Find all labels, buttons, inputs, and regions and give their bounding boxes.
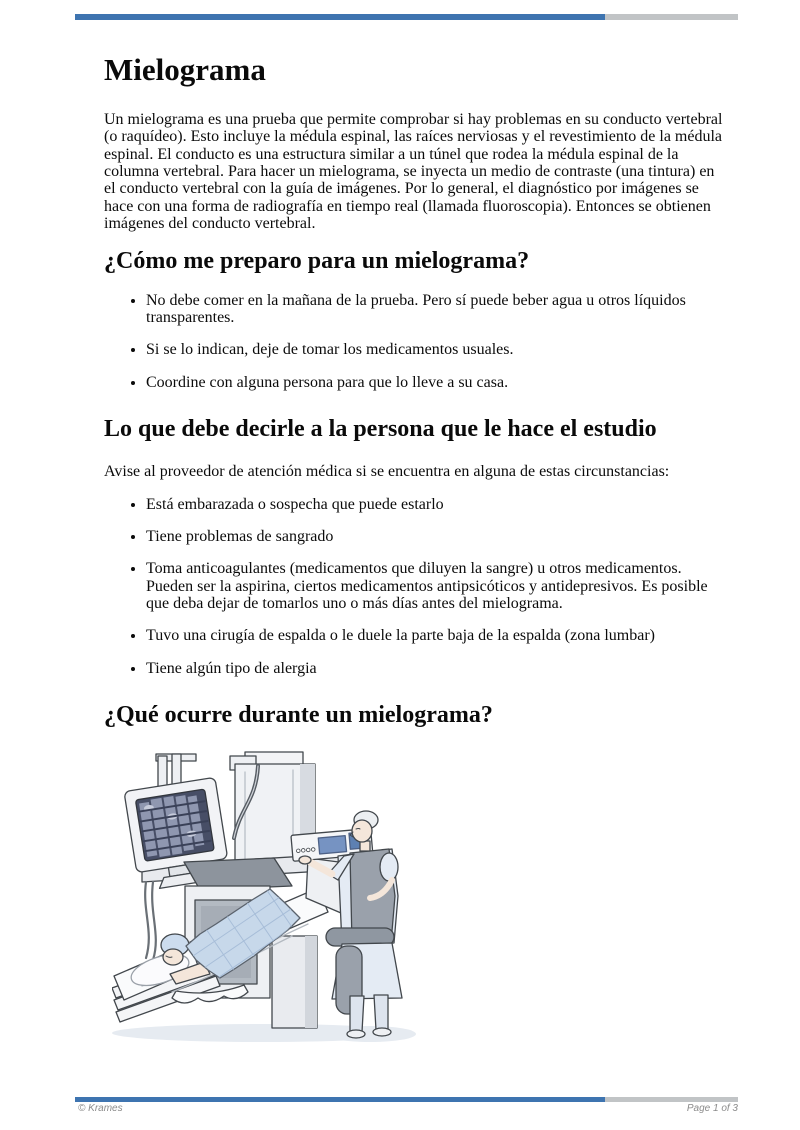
list-item: • Tiene problemas de sangrado — [146, 528, 724, 545]
shoe — [347, 1030, 365, 1038]
list-item: • Si se lo indican, deje de tomar los medicamentos usuales. — [146, 341, 724, 358]
page-title: Mielograma — [104, 52, 266, 87]
bottom-rule-gray-segment — [605, 1097, 738, 1102]
list-item: • Está embarazada o sospecha que puede estarlo — [146, 496, 724, 513]
page-footer — [78, 1103, 738, 1114]
list-item: • No debe comer en la mañana de la prueba. Pero sí puede beber agua u otros líquidos transparentes. — [146, 292, 724, 327]
top-rule-blue-segment — [75, 14, 605, 20]
bottom-divider-rule — [75, 1097, 738, 1102]
right-sleeve — [380, 853, 398, 881]
section-heading-preparation: ¿Cómo me preparo para un mielograma? — [104, 248, 530, 275]
patient-face — [163, 949, 183, 965]
fluoroscopy-procedure-illustration — [112, 746, 452, 1046]
floor-shadow — [112, 1024, 416, 1042]
list-item: • Tuvo una cirugía de espalda o le duele la parte baja de la espalda (zona lumbar) — [146, 627, 724, 644]
intro-paragraph: Un mielograma es una prueba que permite comprobar si hay problemas en su conducto vertebral (o raquídeo). Esto incluye la médula espinal, las raíces nerviosas y el revestimiento de la médula espinal. El conducto es una estructura similar a un túnel que rodea la médula espinal de la columna vertebral. Para hacer un mielograma, se inyecta un medio de contraste (una tintura) en el conducto vertebral con la guía de imágenes. Por lo general, el diagnóstico por imágenes se hace con una forma de radiografía en tiempo real (llamada fluoroscopia). Entonces se obtienen imágenes del conducto vertebral. — [104, 111, 723, 232]
tell-provider-list — [104, 496, 724, 677]
cable — [152, 882, 156, 960]
table-column — [272, 936, 317, 1028]
copyright-text: © Krames — [78, 1103, 123, 1114]
list-item: • Coordine con alguna persona para que lo lleve a su casa. — [146, 374, 724, 391]
top-divider-rule — [75, 14, 738, 20]
page-number: Page 1 of 3 — [686, 1103, 738, 1114]
preparation-list — [104, 292, 724, 391]
section-heading-tell-provider: Lo que debe decirle a la persona que le hace el estudio — [104, 415, 657, 442]
document-body — [104, 53, 724, 1051]
right-pant-leg — [374, 995, 388, 1030]
angled-shield-panel — [184, 858, 292, 890]
hand — [299, 856, 311, 864]
list-item: • Toma anticoagulantes (medicamentos que diluyen la sangre) u otros medicamentos. Pueden ser la aspirina, ciertos medicamentos antipsicóticos y antidepresivos. Es posible que deba dejar de tomarlos uno o más días antes del mielograma. — [146, 560, 724, 612]
list-item: • Tiene algún tipo de alergia — [146, 660, 724, 677]
shoe — [373, 1028, 391, 1036]
left-pant-leg — [350, 996, 364, 1032]
tell-provider-lead: Avise al proveedor de atención médica si se encuentra en alguna de estas circunstancias: — [104, 462, 670, 480]
section-heading-during: ¿Qué ocurre durante un mielograma? — [104, 701, 493, 728]
bottom-rule-blue-segment — [75, 1097, 605, 1102]
technician-face — [352, 820, 372, 842]
top-rule-gray-segment — [605, 14, 738, 20]
cable — [145, 882, 149, 958]
